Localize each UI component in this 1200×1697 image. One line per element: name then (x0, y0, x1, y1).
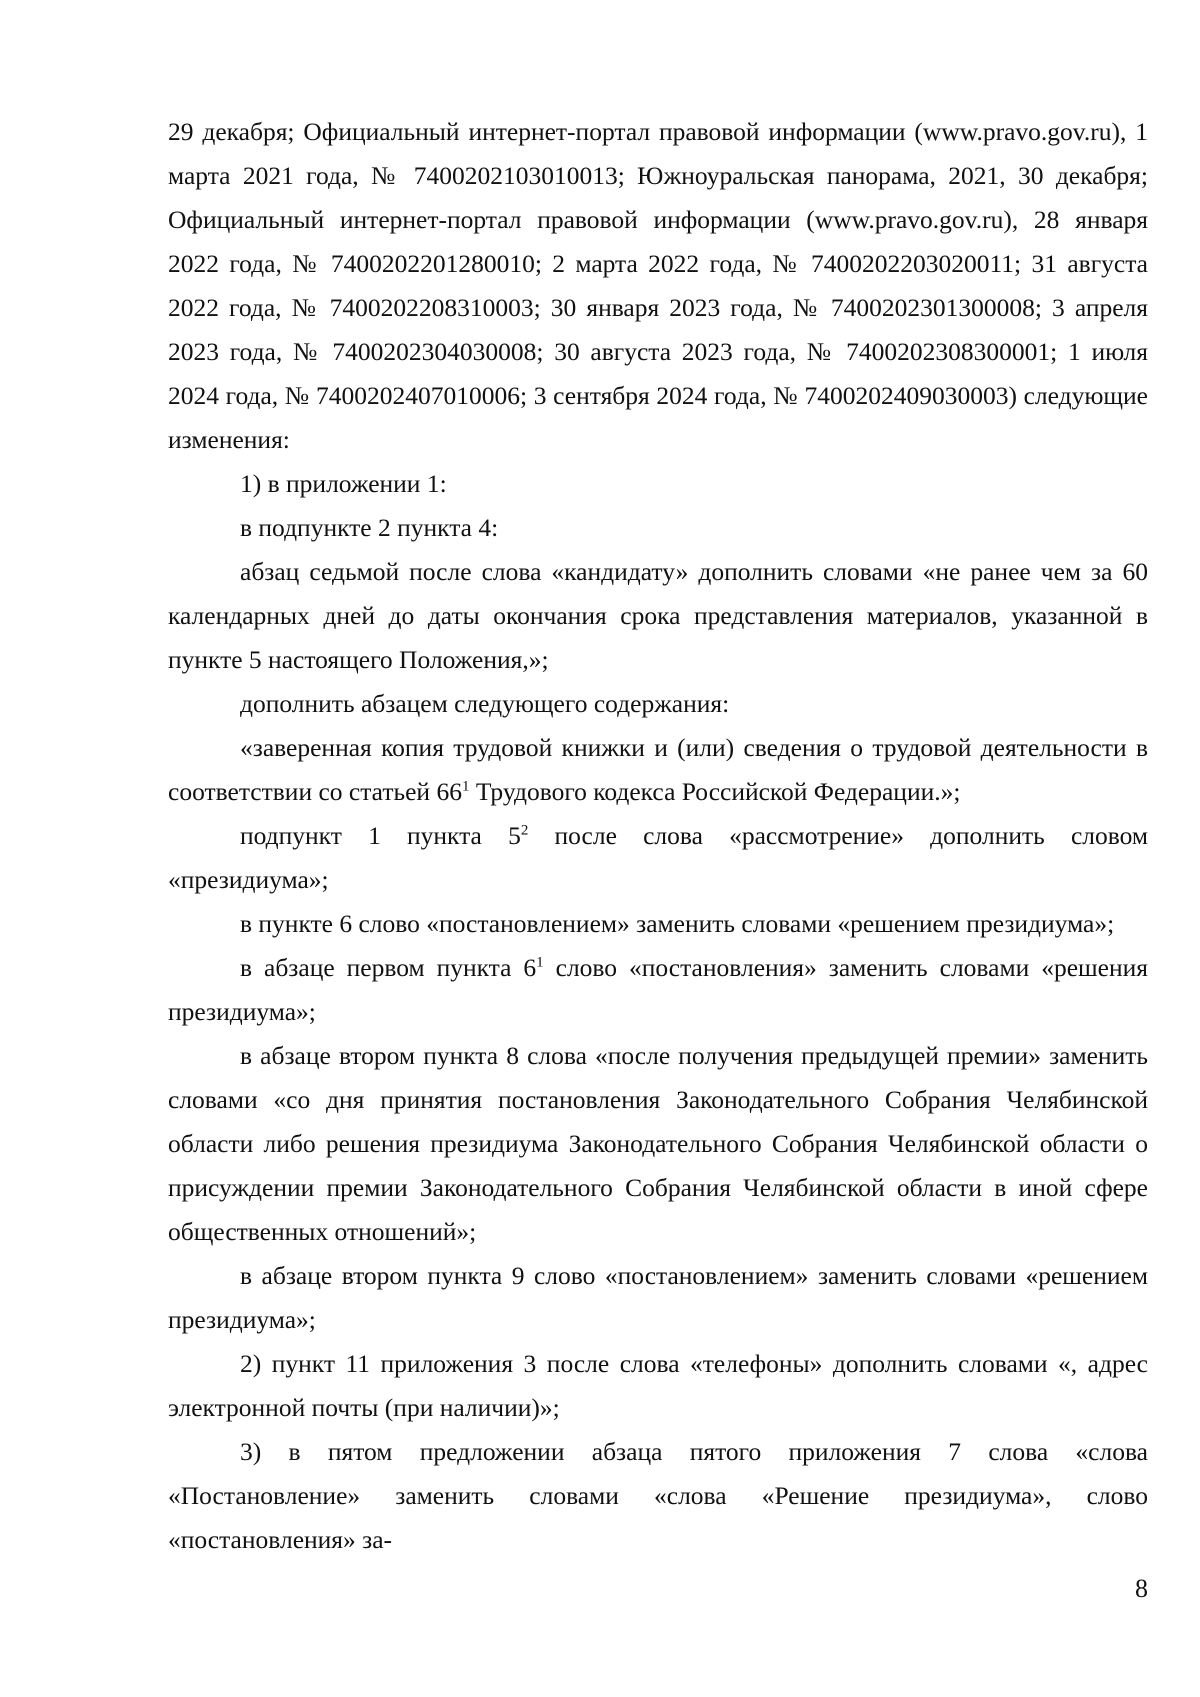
paragraph-text: 1) в приложении 1: (240, 469, 447, 498)
paragraph-text: после слова «рассмотрение» дополнить словом «президиума»; (168, 821, 1149, 894)
paragraph-p1 (168, 462, 1148, 506)
paragraph-text: в пункте 6 слово «постановлением» заменить словами «решением президиума»; (240, 909, 1115, 938)
paragraph-p10 (168, 1254, 1148, 1342)
paragraph-text: дополнить абзацем следующего содержания: (240, 689, 730, 718)
paragraph-text: Трудового кодекса Российской Федерации.»; (469, 777, 961, 806)
superscript: 1 (461, 778, 470, 795)
document-page (168, 110, 1148, 1562)
paragraph-text: абзац седьмой после слова «кандидату» дополнить словами «не ранее чем за 60 календарных дней до даты окончания срока представления материалов, указанной в пункте 5 настоящего Положения,»; (168, 557, 1148, 674)
paragraph-p2 (168, 506, 1148, 550)
paragraph-p11 (168, 1342, 1148, 1430)
paragraph-p8 (168, 946, 1148, 1034)
paragraph-p7 (168, 902, 1148, 946)
paragraph-p0 (168, 110, 1148, 462)
paragraph-text: в абзаце втором пункта 9 слово «постановлением» заменить словами «решением президиума»; (168, 1261, 1148, 1334)
superscript: 2 (520, 822, 529, 839)
paragraph-p3 (168, 550, 1148, 682)
page-number: 8 (1135, 1574, 1148, 1603)
paragraph-p12 (168, 1430, 1148, 1562)
paragraph-text: в абзаце втором пункта 8 слова «после получения предыдущей премии» заменить словами «со дня принятия постановления Законодательного Собрания Челябинской области либо решения президиума Законодательного Собрания Челябинской области о присуждении премии Законодательного Собрания Челябинской области в иной сфере общественных отношений»; (168, 1041, 1148, 1246)
paragraph-text: подпункт 1 пункта 5 (240, 821, 521, 850)
paragraph-text: 29 декабря; Официальный интернет-портал правовой информации (www.pravo.gov.ru), 1 марта 2021 года, № 7400202103010013; Южноуральская панорама, 2021, 30 декабря; Официальный интернет-портал правовой информации (www.pravo.gov.ru), 28 января 2022 года, № 7400202201280010; 2 марта 2022 года, № 7400202203020011; 31 августа 2022 года, № 7400202208310003; 30 января 2023 года, № 7400202301300008; 3 апреля 2023 года, № 7400202304030008; 30 августа 2023 года, № 7400202308300001; 1 июля 2024 года, № 7400202407010006; 3 сентября 2024 года, № 7400202409030003) следующие изменения: (168, 117, 1148, 454)
superscript: 1 (536, 954, 544, 971)
paragraph-text: 3) в пятом предложении абзаца пятого приложения 7 слова «слова «Постановление» заменить словами «слова «Решение президиума», слово «постановления» за- (168, 1437, 1148, 1554)
paragraph-p6 (168, 814, 1148, 902)
paragraph-p9 (168, 1034, 1148, 1254)
paragraph-text: в подпункте 2 пункта 4: (240, 513, 499, 542)
paragraph-p5 (168, 726, 1148, 814)
paragraph-text: в абзаце первом пункта 6 (240, 953, 537, 982)
paragraph-text: «заверенная копия трудовой книжки и (или) сведения о трудовой деятельности в соответствии со статьей 66 (168, 733, 1148, 806)
paragraph-p4 (168, 682, 1148, 726)
paragraph-text: слово «постановления» заменить словами «решения президиума»; (168, 953, 1148, 1026)
paragraph-text: 2) пункт 11 приложения 3 после слова «телефоны» дополнить словами «, адрес электронной почты (при наличии)»; (168, 1349, 1148, 1422)
